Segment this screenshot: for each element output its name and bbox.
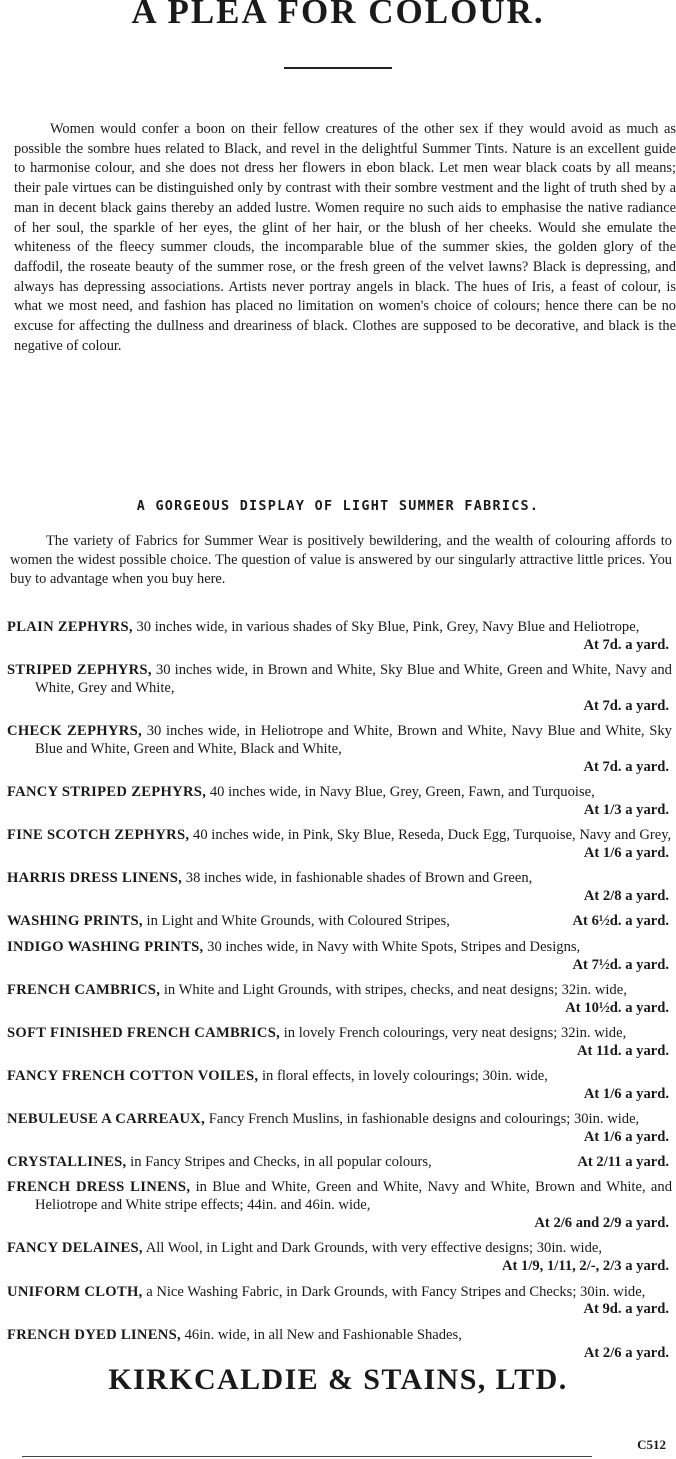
fabric-description: 30 inches wide, in Heliotrope and White, Brown and White, Navy Blue and White, Sky Blue and White, Green and White, Black and White, [35, 723, 672, 758]
fabric-item [7, 870, 672, 906]
fabric-name: STRIPED ZEPHYRS, [7, 662, 152, 679]
fabric-name: SOFT FINISHED FRENCH CAMBRICS, [7, 1024, 281, 1041]
fabric-name: NEBULEUSE A CARREAUX, [7, 1111, 206, 1128]
fabric-price: At 1/6 a yard. [583, 845, 669, 862]
fabric-price: At 11d. a yard. [576, 1042, 669, 1059]
store-name: KIRKCALDIE & STAINS, LTD. [108, 1363, 568, 1396]
subheading: A GORGEOUS DISPLAY OF LIGHT SUMMER FABRICS. [136, 499, 540, 514]
fabric-description: 30 inches wide, in various shades of Sky Blue, Pink, Grey, Navy Blue and Heliotrope, [136, 619, 640, 635]
fabric-description: in Light and White Grounds, with Coloured Stripes, [146, 913, 450, 930]
fabric-name: UNIFORM CLOTH, [7, 1283, 143, 1300]
fabric-description: 46in. wide, in all New and Fashionable Shades, [184, 1326, 462, 1343]
fabric-item [7, 1327, 672, 1363]
fabric-name: INDIGO WASHING PRINTS, [7, 938, 204, 955]
fabric-name: PLAIN ZEPHYRS, [7, 619, 133, 635]
fabric-price: At 2/6 and 2/9 a yard. [534, 1215, 669, 1232]
fabric-name: FINE SCOTCH ZEPHYRS, [7, 827, 190, 844]
fabric-item [7, 1111, 672, 1147]
fabric-description: 38 inches wide, in fashionable shades of Brown and Green, [185, 870, 533, 887]
fabric-description: a Nice Washing Fabric, in Dark Grounds, with Fancy Stripes and Checks; 30in. wide, [146, 1283, 646, 1300]
fabric-name: FANCY FRENCH COTTON VOILES, [7, 1068, 259, 1084]
fabric-item [7, 1154, 672, 1172]
fabric-name: FRENCH DYED LINENS, [7, 1326, 181, 1343]
lead-paragraph: The variety of Fabrics for Summer Wear is positively bewildering, and the wealth of colouring affords to women the widest possible choice. The question of value is answered by our singularly attractive little prices. You buy to advantage when you buy here. [10, 533, 672, 587]
fabric-description: in floral effects, in lovely colourings; 30in. wide, [262, 1068, 548, 1084]
fabric-description: 30 inches wide, in Navy with White Spots, Stripes and Designs, [207, 938, 581, 955]
bottom-rule [22, 1456, 592, 1457]
fabric-item [7, 1025, 672, 1061]
fabric-item [7, 1068, 672, 1104]
fabric-item [7, 1240, 672, 1276]
fabric-description: in lovely French colourings, very neat designs; 32in. wide, [283, 1024, 627, 1041]
fabric-description: All Wool, in Light and Dark Grounds, with very effective designs; 30in. wide, [145, 1240, 602, 1257]
fabric-price: At 1/9, 1/11, 2/-, 2/3 a yard. [501, 1258, 669, 1275]
fabric-price: At 6½d. a yard. [572, 913, 669, 930]
fabric-item [7, 913, 672, 931]
fabric-name: FANCY STRIPED ZEPHYRS, [7, 784, 207, 801]
fabric-item [7, 1284, 672, 1320]
fabric-name: FRENCH CAMBRICS, [7, 981, 161, 998]
fabric-description: in Blue and White, Green and White, Navy and White, Brown and White, and Heliotrope and White stripe effects; 44in. and 46in. wide, [35, 1179, 672, 1214]
fabric-name: FRENCH DRESS LINENS, [7, 1179, 191, 1196]
fabric-description: in White and Light Grounds, with stripes, checks, and neat designs; 32in. wide, [163, 981, 627, 998]
fabric-name: CRYSTALLINES, [7, 1154, 127, 1171]
fabric-item [7, 662, 672, 716]
fabric-description: 40 inches wide, in Pink, Sky Blue, Reseda, Duck Egg, Turquoise, Navy and Grey, [193, 827, 672, 844]
fabric-price: At 10½d. a yard. [565, 999, 669, 1016]
fabric-name: HARRIS DRESS LINENS, [7, 870, 183, 887]
intro-paragraph: Women would confer a boon on their fellow creatures of the other sex if they would avoid as much as possible the sombre hues related to Black, and revel in the delightful Summer Tints. Nature is an excellent guide to harmonise colour, and she does not dress her flowers in ebon black. Let men wear black coats by all means; their pale virtues can be distinguished only by contrast with their sombre vestment and the light of truth shed by a man in decent black gains thereby an added lustre. Women require no such aids to emphasise the native radiance of her soul, the sparkle of her eyes, the glint of her hair, or the blush of her cheeks. Would she emulate the whiteness of the fleecy summer clouds, the incomparable blue of the summer skies, the golden glory of the daffodil, the roseate beauty of the summer rose, or the fresh green of the velvet lawns? Black is depressing, and always has depressing associations. Artists never portray angels in black. The hues of Iris, a feast of colour, is what we most need, and fashion has placed no limitation on women's choice of colours; hence there can be no excuse for affecting the dullness and dreariness of black. Clothes are supposed to be decorative, and black is the negative of colour. [14, 121, 676, 354]
fabric-description: 30 inches wide, in Brown and White, Sky Blue and White, Green and White, Navy and White, Grey and White, [35, 662, 672, 697]
fabric-item [7, 619, 672, 655]
fabric-price: At 1/6 a yard. [583, 1085, 669, 1102]
fabric-price: At 1/6 a yard. [583, 1129, 669, 1146]
fabric-description: 40 inches wide, in Navy Blue, Grey, Green, Fawn, and Turquoise, [209, 784, 595, 801]
ad-number: C512 [637, 1437, 666, 1452]
fabric-price: At 9d. a yard. [583, 1301, 669, 1318]
fabric-price: At 7½d. a yard. [572, 956, 669, 973]
fabric-item [7, 784, 672, 820]
fabric-item [7, 939, 672, 975]
fabric-name: CHECK ZEPHYRS, [7, 723, 142, 740]
fabric-list [7, 619, 672, 1370]
fabric-price: At 7d. a yard. [583, 758, 669, 775]
fabric-item [7, 982, 672, 1018]
fabric-price: At 7d. a yard. [583, 697, 669, 714]
fabric-price: At 2/8 a yard. [583, 888, 669, 905]
headline-rule [284, 67, 392, 69]
fabric-description: Fancy French Muslins, in fashionable designs and colourings; 30in. wide, [208, 1111, 640, 1128]
fabric-price: At 1/3 a yard. [583, 802, 669, 819]
fabric-item [7, 827, 672, 863]
fabric-item [7, 1179, 672, 1233]
fabric-price: At 2/11 a yard. [577, 1154, 669, 1171]
fabric-description: in Fancy Stripes and Checks, in all popular colours, [130, 1154, 432, 1171]
fabric-name: FANCY DELAINES, [7, 1240, 143, 1257]
fabric-price: At 7d. a yard. [583, 636, 669, 653]
fabric-item [7, 723, 672, 777]
headline: A PLEA FOR COLOUR. [131, 0, 545, 31]
fabric-price: At 2/6 a yard. [583, 1344, 669, 1361]
fabric-name: WASHING PRINTS, [7, 913, 143, 930]
